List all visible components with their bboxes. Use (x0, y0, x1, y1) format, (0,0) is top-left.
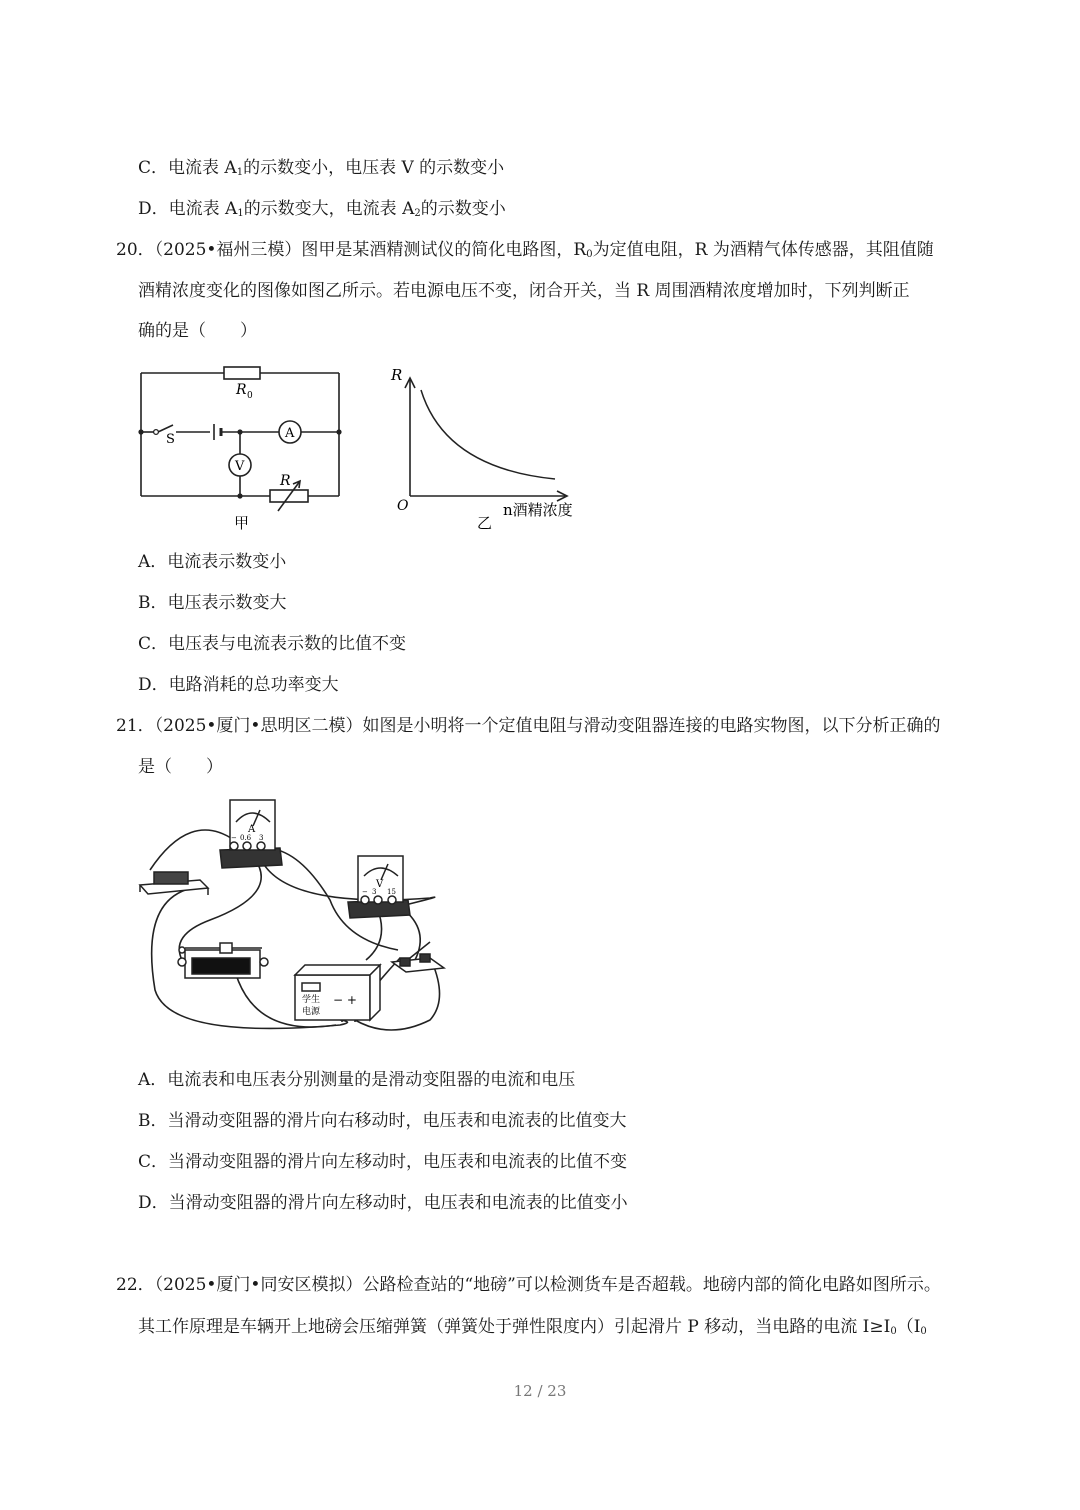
circuit-diagram-jia (130, 355, 360, 535)
voltmeter-minus: − (362, 888, 368, 896)
switch-label: S (166, 432, 175, 447)
r0-subscript: 0 (247, 391, 253, 401)
q22-stem-line2: 其工作原理是车辆开上地磅会压缩弹簧（弹簧处于弹性限度内）引起滑片 P 移动，当电路的电流 $I\ge I_0(I_0$ (138, 1317, 927, 1337)
ammeter-minus: − (231, 834, 237, 842)
graph-y-label: R (391, 366, 403, 384)
voltmeter-3: 3 (372, 888, 377, 896)
q19-option-d: D．电流表 $A_1$的示数变大，电流表 $A_2$的示数变小 (138, 199, 506, 219)
psu-label-line1: 学生 (302, 995, 321, 1005)
circuit-caption: 甲 (234, 514, 250, 532)
q21-stem-line1: 21．（2025•厦门•思明区二模）如图是小明将一个定值电阻与滑动变阻器连接的电路实物图，以下分析正确的 (116, 716, 941, 736)
q20-option-c: C．电压表与电流表示数的比值不变 (138, 634, 407, 654)
physical-circuit-figure (130, 790, 480, 1050)
q20-stem-line1: 20．（2025•福州三模）图甲是某酒精测试仪的简化电路图，$R_0$为定值电阻，R 为酒精气体传感器，其阻值随 (116, 240, 934, 260)
q20-option-b: B．电压表示数变大 (138, 593, 287, 613)
q21-option-a: A．电流表和电压表分别测量的是滑动变阻器的电流和电压 (138, 1070, 576, 1090)
graph-x-label: n酒精浓度 (503, 501, 573, 519)
q19-option-c: C．电流表 $A_1$的示数变小，电压表 V 的示数变小 (138, 158, 505, 178)
ammeter-symbol: A (285, 426, 295, 441)
q20-option-d: D．电路消耗的总功率变大 (138, 675, 339, 695)
graph-origin: O (397, 498, 409, 514)
q21-option-b: B．当滑动变阻器的滑片向右移动时，电压表和电流表的比值变大 (138, 1111, 627, 1131)
psu-terminals: − + (333, 993, 357, 1007)
ammeter-0.6: 0.6 (240, 834, 252, 842)
q21-option-c: C．当滑动变阻器的滑片向左移动时，电压表和电流表的比值不变 (138, 1152, 628, 1172)
q20-option-a: A．电流表示数变小 (138, 552, 287, 572)
q20-stem-line3: 确的是（ ） (138, 321, 257, 341)
q21-stem-line2: 是（ ） (138, 757, 223, 777)
ammeter-3: 3 (259, 834, 264, 842)
page-number: 12 / 23 (513, 1382, 567, 1400)
voltmeter-letter: V (376, 879, 384, 890)
q22-stem-line1: 22．（2025•厦门•同安区模拟）公路检查站的“地磅”可以检测货车是否超载。地磅内部的简化电路如图所示。 (116, 1275, 941, 1295)
resistance-concentration-graph (385, 358, 600, 538)
r0-label: R (236, 382, 247, 398)
voltmeter-symbol: V (235, 459, 245, 474)
voltmeter-15: 15 (387, 888, 396, 896)
ammeter-letter: A (248, 824, 256, 835)
psu-label-line2: 电源 (302, 1007, 321, 1017)
q20-stem-line2: 酒精浓度变化的图像如图乙所示。若电源电压不变，闭合开关，当 R 周围酒精浓度增加时，下列判断正 (138, 281, 910, 301)
r-label: R (280, 473, 291, 489)
q21-option-d: D．当滑动变阻器的滑片向左移动时，电压表和电流表的比值变小 (138, 1193, 628, 1213)
graph-caption: 乙 (477, 514, 493, 532)
